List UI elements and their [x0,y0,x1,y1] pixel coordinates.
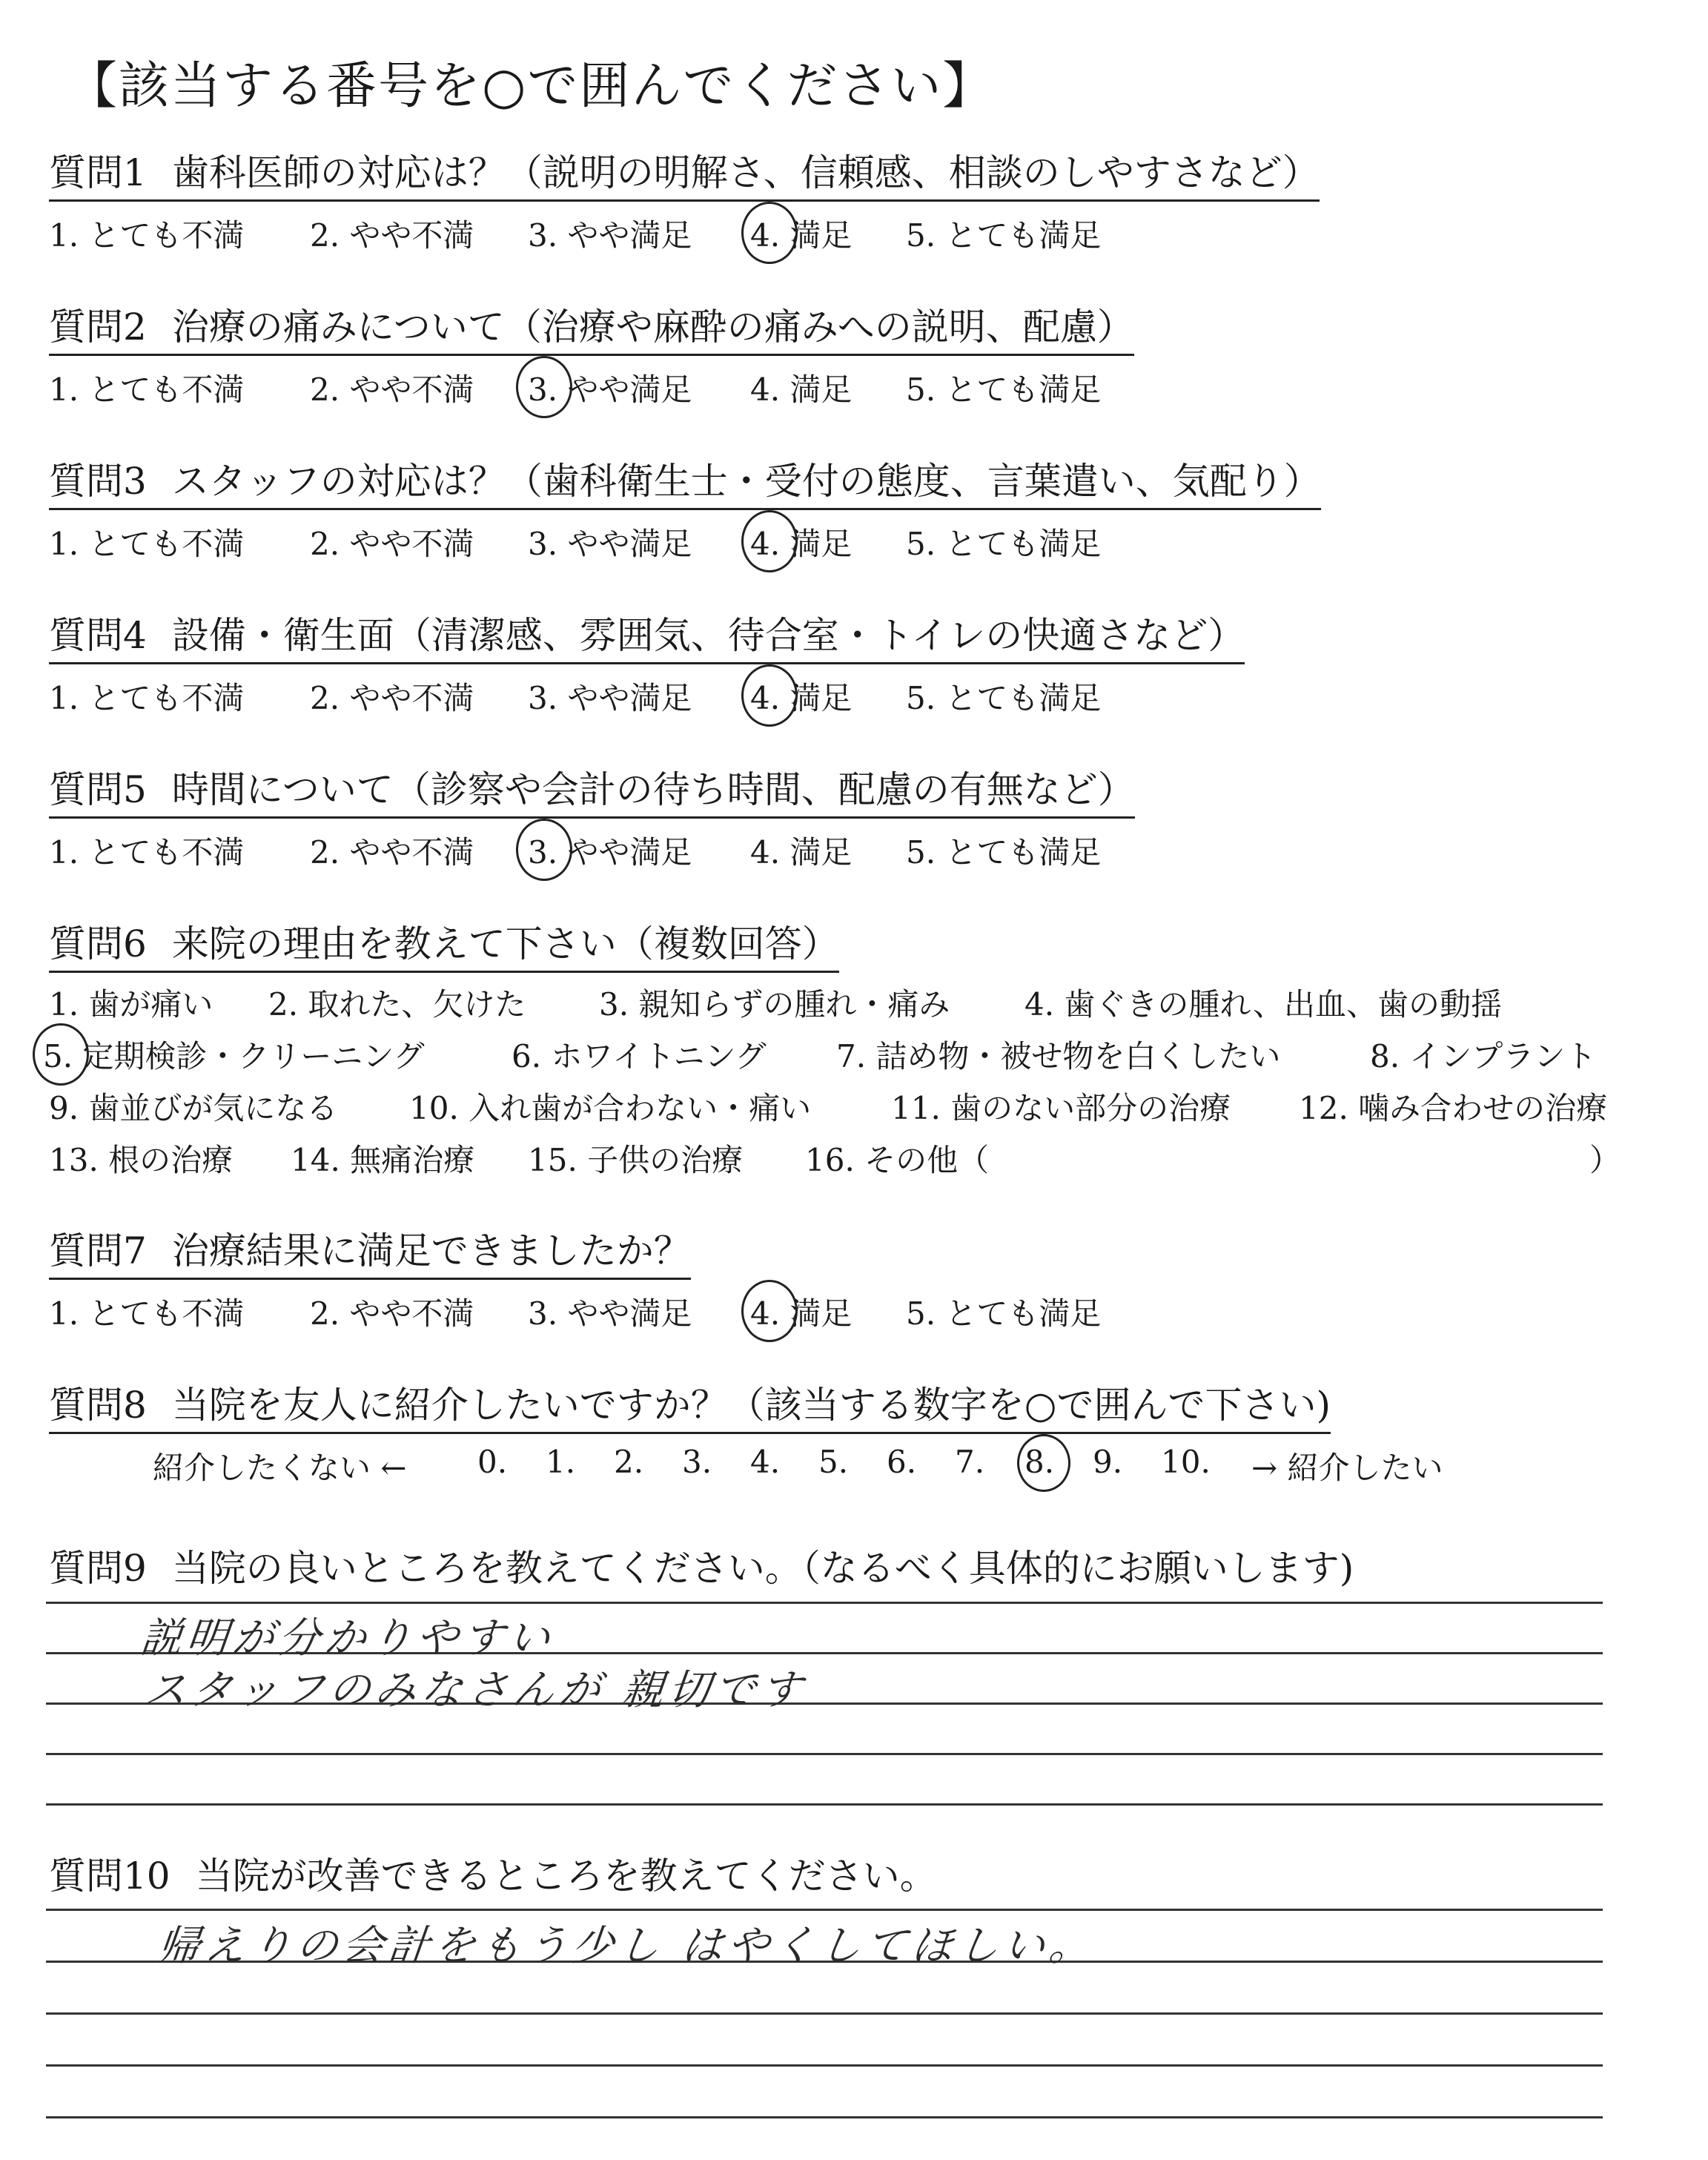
answer-circle [33,1023,89,1086]
question-2-number: 質問2 [49,305,147,349]
q9-handwritten-line-2: スタッフのみなさんが 親切です [142,1666,809,1714]
answer-line [46,1753,1603,1755]
option-5[interactable]: 5. とても満足 [906,526,1102,562]
question-7-number: 質問7 [49,1229,147,1272]
question-10-text: 当院が改善できるところを教えてください。 [195,1855,937,1898]
option-1[interactable]: 1. とても不満 [49,1295,245,1332]
question-4-text: 設備・衛生面（清潔感、雰囲気、待合室・トイレの快適さなど） [171,614,1245,657]
reason-6[interactable]: 6. ホワイトニング [512,1038,767,1074]
question-5-text: 時間について（診察や会計の待ち時間、配慮の有無など） [171,768,1135,811]
option-3[interactable]: 3. やや満足 [528,1295,692,1332]
question-2-text: 治療の痛みについて（治療や麻酔の痛みへの説明、配慮） [171,305,1134,349]
question-4-number: 質問4 [49,614,147,657]
reason-8[interactable]: 8. インプラント [1370,1038,1597,1074]
question-1-heading [49,152,1320,202]
answer-line [46,1909,1603,1911]
question-9-heading [49,1539,1354,1592]
reason-10[interactable]: 10. 入れ歯が合わない・痛い [409,1090,812,1126]
reason-14[interactable]: 14. 無痛治療 [291,1142,475,1178]
scale-right-label: → 紹介したい [1251,1450,1443,1486]
question-10-heading [49,1846,937,1900]
option-1[interactable]: 1. とても不満 [49,217,245,254]
scale-0[interactable]: 0. [477,1444,508,1480]
question-4-heading [49,615,1245,664]
option-4[interactable]: 4. 満足 [750,680,853,716]
option-4[interactable]: 4. 満足 [750,371,853,408]
reason-16-close: ） [1589,1142,1621,1178]
question-8-text: 当院を友人に紹介したいですか？（該当する数字を○で囲んで下さい) [171,1384,1331,1427]
option-1[interactable]: 1. とても不満 [49,680,245,716]
answer-line [46,1602,1603,1604]
scale-9[interactable]: 9. [1093,1444,1123,1480]
question-1-number: 質問1 [49,151,147,194]
option-4[interactable]: 4. 満足 [750,526,853,562]
form-title: 【該当する番号を○で囲んでください】 [67,57,995,116]
option-2[interactable]: 2. やや不満 [310,217,474,254]
option-3[interactable]: 3. やや満足 [528,680,692,716]
scale-1[interactable]: 1. [546,1444,576,1480]
answer-circle [741,664,798,727]
option-2[interactable]: 2. やや不満 [310,1295,474,1332]
option-5[interactable]: 5. とても満足 [906,371,1102,408]
reason-4[interactable]: 4. 歯ぐきの腫れ、出血、歯の動揺 [1025,986,1502,1023]
scale-left-label: 紹介したくない ← [153,1450,407,1486]
question-10-number: 質問10 [49,1855,171,1898]
option-5[interactable]: 5. とても満足 [906,680,1102,716]
answer-line [46,2116,1603,2118]
question-5-number: 質問5 [49,768,147,811]
question-7-text: 治療結果に満足できましたか？ [171,1229,691,1272]
reason-2[interactable]: 2. 取れた、欠けた [268,986,526,1023]
question-7-heading [49,1230,691,1280]
answer-circle [516,356,572,418]
answer-circle [1017,1434,1070,1492]
option-2[interactable]: 2. やや不満 [310,680,474,716]
scale-2[interactable]: 2. [614,1444,644,1480]
option-5[interactable]: 5. とても満足 [906,834,1102,871]
reason-3[interactable]: 3. 親知らずの腫れ・痛み [599,986,950,1023]
option-2[interactable]: 2. やや不満 [310,371,474,408]
reason-7[interactable]: 7. 詰め物・被せ物を白くしたい [836,1038,1281,1074]
reason-1[interactable]: 1. 歯が痛い [49,986,214,1023]
question-3-heading [49,460,1321,510]
option-3[interactable]: 3. やや満足 [528,371,692,408]
question-2-heading [49,306,1134,356]
question-6-heading [49,923,839,973]
question-3-text: スタッフの対応は？（歯科衛生士・受付の態度、言葉遣い、気配り） [171,460,1321,503]
option-2[interactable]: 2. やや不満 [310,526,474,562]
answer-line [46,2012,1603,2015]
option-1[interactable]: 1. とても不満 [49,834,245,871]
scale-6[interactable]: 6. [887,1444,917,1480]
reason-15[interactable]: 15. 子供の治療 [528,1142,744,1178]
answer-line [46,1803,1603,1806]
answer-circle [741,510,798,572]
answer-circle [741,202,798,264]
reason-16[interactable]: 16. その他（ [805,1142,990,1178]
option-3[interactable]: 3. やや満足 [528,526,692,562]
scale-8[interactable]: 8. [1025,1444,1055,1480]
answer-circle [516,819,572,881]
reason-9[interactable]: 9. 歯並びが気になる [49,1090,338,1126]
scale-3[interactable]: 3. [682,1444,712,1480]
option-4[interactable]: 4. 満足 [750,834,853,871]
reason-5[interactable]: 5. 定期検診・クリーニング [43,1038,425,1074]
question-9-text: 当院の良いところを教えてください。（なるべく具体的にお願いします) [171,1547,1354,1590]
answer-line [46,2064,1603,2067]
option-5[interactable]: 5. とても満足 [906,217,1102,254]
reason-11[interactable]: 11. 歯のない部分の治療 [891,1090,1231,1126]
reason-12[interactable]: 12. 噛み合わせの治療 [1299,1090,1608,1126]
option-1[interactable]: 1. とても不満 [49,526,245,562]
question-8-number: 質問8 [49,1384,147,1427]
option-5[interactable]: 5. とても満足 [906,1295,1102,1332]
option-2[interactable]: 2. やや不満 [310,834,474,871]
scale-10[interactable]: 10. [1161,1444,1211,1480]
question-3-number: 質問3 [49,460,147,503]
scale-4[interactable]: 4. [750,1444,781,1480]
option-3[interactable]: 3. やや満足 [528,834,692,871]
question-6-text: 来院の理由を教えて下さい（複数回答） [171,922,839,965]
answer-circle [741,1280,798,1342]
q10-handwritten-line-1: 帰えりの会計をもう少し はやくしてほしい。 [156,1922,1098,1970]
option-3[interactable]: 3. やや満足 [528,217,692,254]
reason-13[interactable]: 13. 根の治療 [49,1142,234,1178]
question-1-text: 歯科医師の対応は？（説明の明解さ、信頼感、相談のしやすさなど） [171,151,1320,194]
option-4[interactable]: 4. 満足 [750,217,853,254]
question-5-heading [49,769,1135,819]
q9-handwritten-line-1: 説明が分かりやすい [138,1614,557,1662]
question-8-heading [49,1384,1331,1434]
option-4[interactable]: 4. 満足 [750,1295,853,1332]
scale-7[interactable]: 7. [955,1444,985,1480]
scale-5[interactable]: 5. [818,1444,849,1480]
question-9-number: 質問9 [49,1547,147,1590]
option-1[interactable]: 1. とても不満 [49,371,245,408]
question-6-number: 質問6 [49,922,147,965]
